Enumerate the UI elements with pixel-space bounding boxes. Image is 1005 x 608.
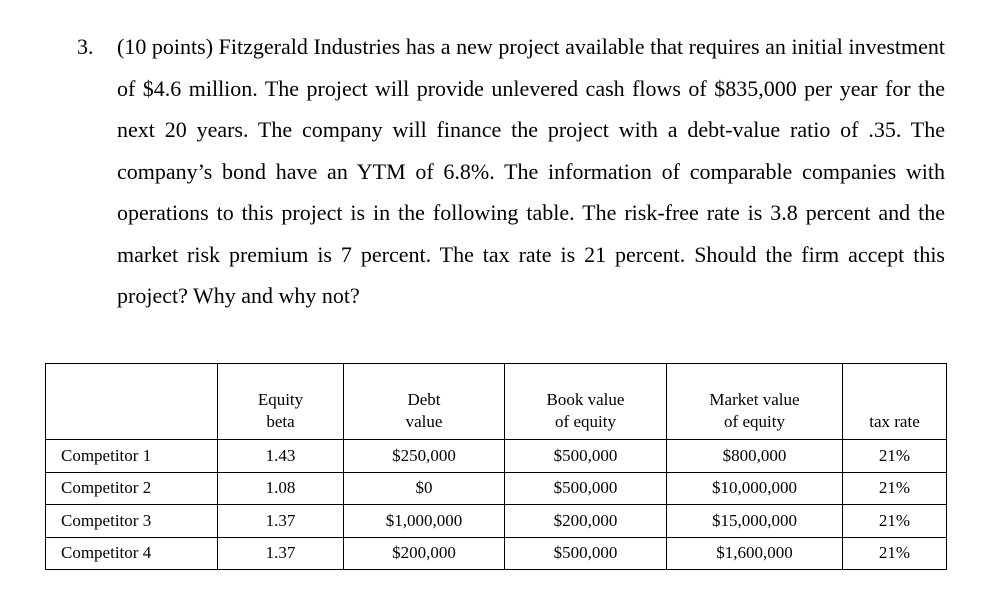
- company-name-cell: Competitor 4: [46, 537, 218, 570]
- market-value-cell: $15,000,000: [667, 505, 843, 538]
- equity-beta-cell: 1.37: [218, 505, 344, 538]
- question-text: (10 points) Fitzgerald Industries has a new project available that requires an initial investment of $4.6 million. The project will provide unlevered cash flows of $835,000 per year for the next 20 years. The company will finance the project with a debt-value ratio of .35. The company’s bond have an YTM of 6.8%. The information of comparable companies with operations to this project is in the following table. The risk-free rate is 3.8 percent and the market risk premium is 7 percent. The tax rate is 21 percent. Should the firm accept this project? Why and why not?: [117, 34, 945, 308]
- market-value-cell: $800,000: [667, 440, 843, 473]
- problem-statement: [77, 26, 945, 317]
- book-value-cell: $500,000: [505, 472, 667, 505]
- table-header-row: [46, 364, 947, 440]
- header-label: tax rate: [869, 412, 920, 431]
- tax-rate-cell: 21%: [843, 440, 947, 473]
- comparable-companies-table: [45, 363, 947, 570]
- market-value-cell: $1,600,000: [667, 537, 843, 570]
- debt-value-cell: $0: [344, 472, 505, 505]
- header-cell-market-value-equity: [667, 364, 843, 440]
- question-number: 3.: [77, 34, 94, 59]
- book-value-cell: $200,000: [505, 505, 667, 538]
- company-name-cell: Competitor 2: [46, 472, 218, 505]
- header-cell-equity-beta: [218, 364, 344, 440]
- equity-beta-cell: 1.43: [218, 440, 344, 473]
- market-value-cell: $10,000,000: [667, 472, 843, 505]
- header-label: of equity: [555, 412, 616, 431]
- debt-value-cell: $1,000,000: [344, 505, 505, 538]
- header-cell-company: [46, 364, 218, 440]
- debt-value-cell: $200,000: [344, 537, 505, 570]
- table-row: [46, 472, 947, 505]
- header-label: Debt: [407, 390, 441, 409]
- header-label: beta: [266, 412, 295, 431]
- header-cell-tax-rate: [843, 364, 947, 440]
- book-value-cell: $500,000: [505, 537, 667, 570]
- header-label: value: [405, 412, 443, 431]
- equity-beta-cell: 1.37: [218, 537, 344, 570]
- tax-rate-cell: 21%: [843, 505, 947, 538]
- header-label: Book value: [546, 390, 625, 409]
- tax-rate-cell: 21%: [843, 537, 947, 570]
- header-label: of equity: [724, 412, 785, 431]
- company-name-cell: Competitor 3: [46, 505, 218, 538]
- tax-rate-cell: 21%: [843, 472, 947, 505]
- table-row: [46, 537, 947, 570]
- table-row: [46, 440, 947, 473]
- header-cell-book-value-equity: [505, 364, 667, 440]
- debt-value-cell: $250,000: [344, 440, 505, 473]
- company-name-cell: Competitor 1: [46, 440, 218, 473]
- header-label: Market value: [709, 390, 800, 409]
- equity-beta-cell: 1.08: [218, 472, 344, 505]
- book-value-cell: $500,000: [505, 440, 667, 473]
- header-cell-debt-value: [344, 364, 505, 440]
- header-label: Equity: [257, 390, 304, 409]
- table-row: [46, 505, 947, 538]
